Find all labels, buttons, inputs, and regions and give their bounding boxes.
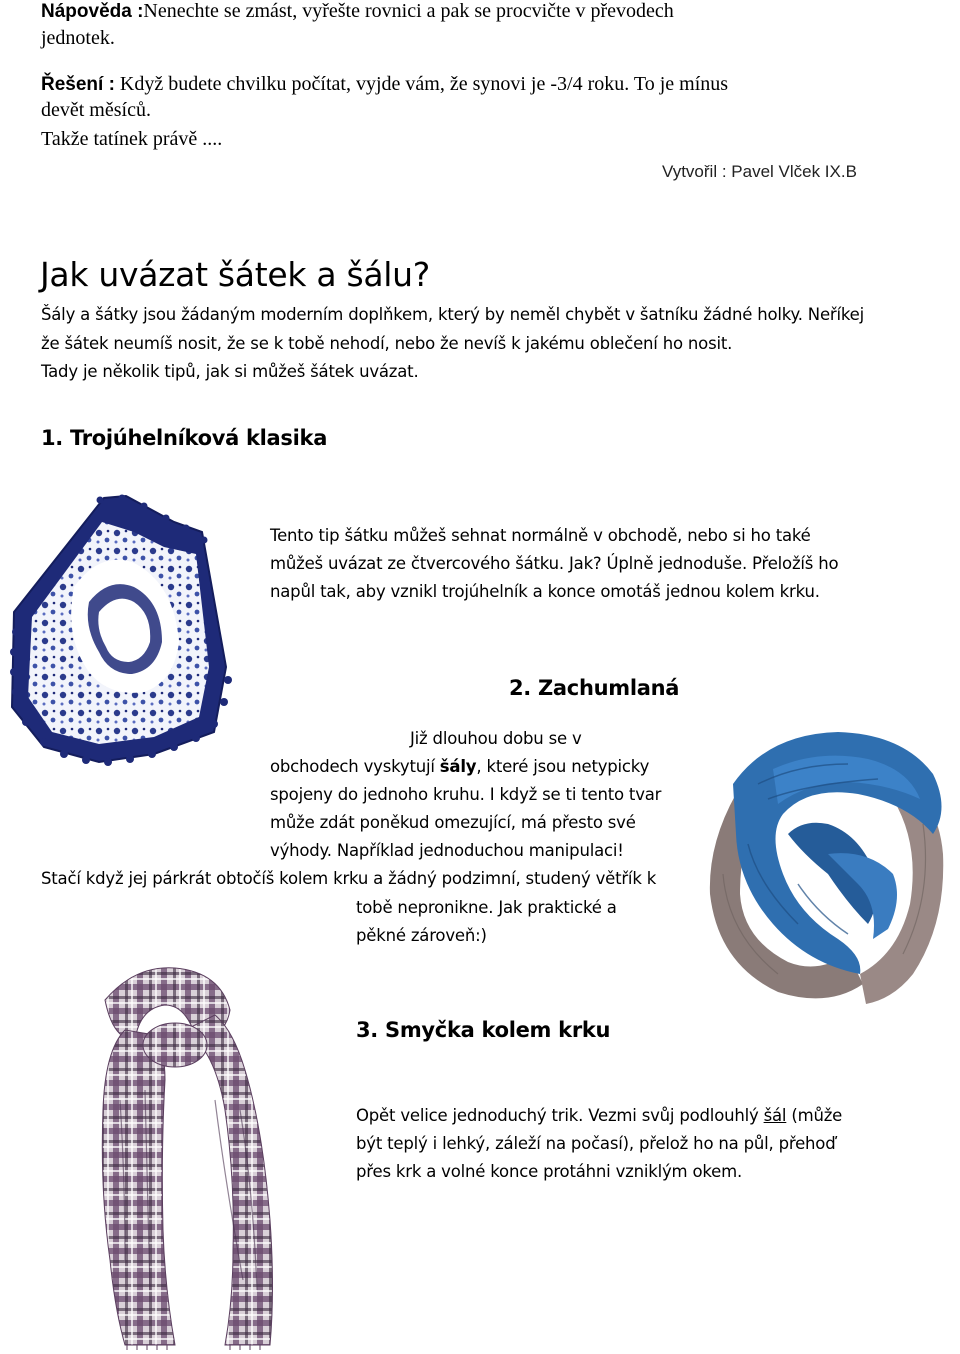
section2-line-2-bold: šály [439, 757, 477, 776]
author-credit: Vytvořil : Pavel Vlček IX.B [662, 162, 857, 181]
solution-text: Když budete chvilku počítat, vyjde vám, že synovi je -3/4 roku. To je mínus [114, 73, 729, 95]
section2-line-4: může zdát poněkud omezující, má přesto své [270, 813, 636, 832]
solution-text-3: Takže tatínek právě .... [41, 128, 223, 150]
section1-line-1: Tento tip šátku můžeš sehnat normálně v obchodě, nebo si ho také [270, 526, 811, 545]
solution-line-1 [41, 73, 728, 96]
section2-line-2-pre: obchodech vyskytují [270, 757, 440, 776]
section3-heading: 3. Smyčka kolem krku [356, 1018, 611, 1042]
hint-text: Nenechte se zmást, vyřešte rovnici a pak se procvičte v převodech [143, 0, 674, 22]
solution-text-2: devět měsíců. [41, 99, 151, 121]
section3-line-2: být teplý i lehký, záleží na počasí), přelož ho na půl, přehoď [356, 1134, 836, 1153]
section2-line-8: pěkné zároveň:) [356, 926, 487, 945]
plaid-scarf-image [65, 960, 285, 1350]
section3-line-3: přes krk a volné konce protáhni vzniklým okem. [356, 1162, 743, 1181]
intro-line-3: Tady je několik tipů, jak si můžeš šátek uvázat. [41, 362, 419, 381]
section2-line-2 [270, 757, 649, 776]
solution-label: Řešení : [41, 74, 115, 95]
section1-heading: 1. Trojúhelníková klasika [41, 426, 328, 450]
section2-line-5: výhody. Například jednoduchou manipulaci! [270, 841, 624, 860]
hint-label: Nápověda : [41, 1, 144, 22]
section2-line-6: Stačí když jej párkrát obtočíš kolem krku a žádný podzimní, studený větřík k [41, 869, 657, 888]
triangle-scarf-image [4, 492, 236, 768]
section2-line-7: tobě nepronikne. Jak praktické a [356, 898, 617, 917]
scarf-link[interactable]: šál [763, 1106, 787, 1125]
article-title: Jak uvázat šátek a šálu? [40, 255, 430, 294]
hint-text-2: jednotek. [41, 27, 115, 49]
section2-heading: 2. Zachumlaná [509, 676, 680, 700]
section3-line-1-pre: Opět velice jednoduchý trik. Vezmi svůj podlouhlý [356, 1106, 764, 1125]
section3-line-1 [356, 1106, 842, 1125]
infinity-scarf-image [688, 724, 954, 1008]
section1-line-2: můžeš uvázat ze čtvercového šátku. Jak? Úplně jednoduše. Přeložíš ho [270, 554, 839, 573]
intro-line-1: Šály a šátky jsou žádaným moderním doplňkem, který by neměl chybět v šatníku žádné holky. Neříkej [41, 305, 864, 324]
section3-line-1-post: (může [786, 1106, 843, 1125]
section2-line-2-post: , které jsou netypicky [476, 757, 650, 776]
section1-line-3: napůl tak, aby vznikl trojúhelník a konce omotáš jednou kolem krku. [270, 582, 820, 601]
section2-line-1: Již dlouhou dobu se v [410, 729, 582, 748]
intro-line-2: že šátek neumíš nosit, že se k tobě nehodí, nebo že nevíš k jakému oblečení ho nosit. [41, 334, 733, 353]
section2-line-3: spojeny do jednoho kruhu. I když se ti tento tvar [270, 785, 662, 804]
hint-line-1 [41, 0, 674, 23]
